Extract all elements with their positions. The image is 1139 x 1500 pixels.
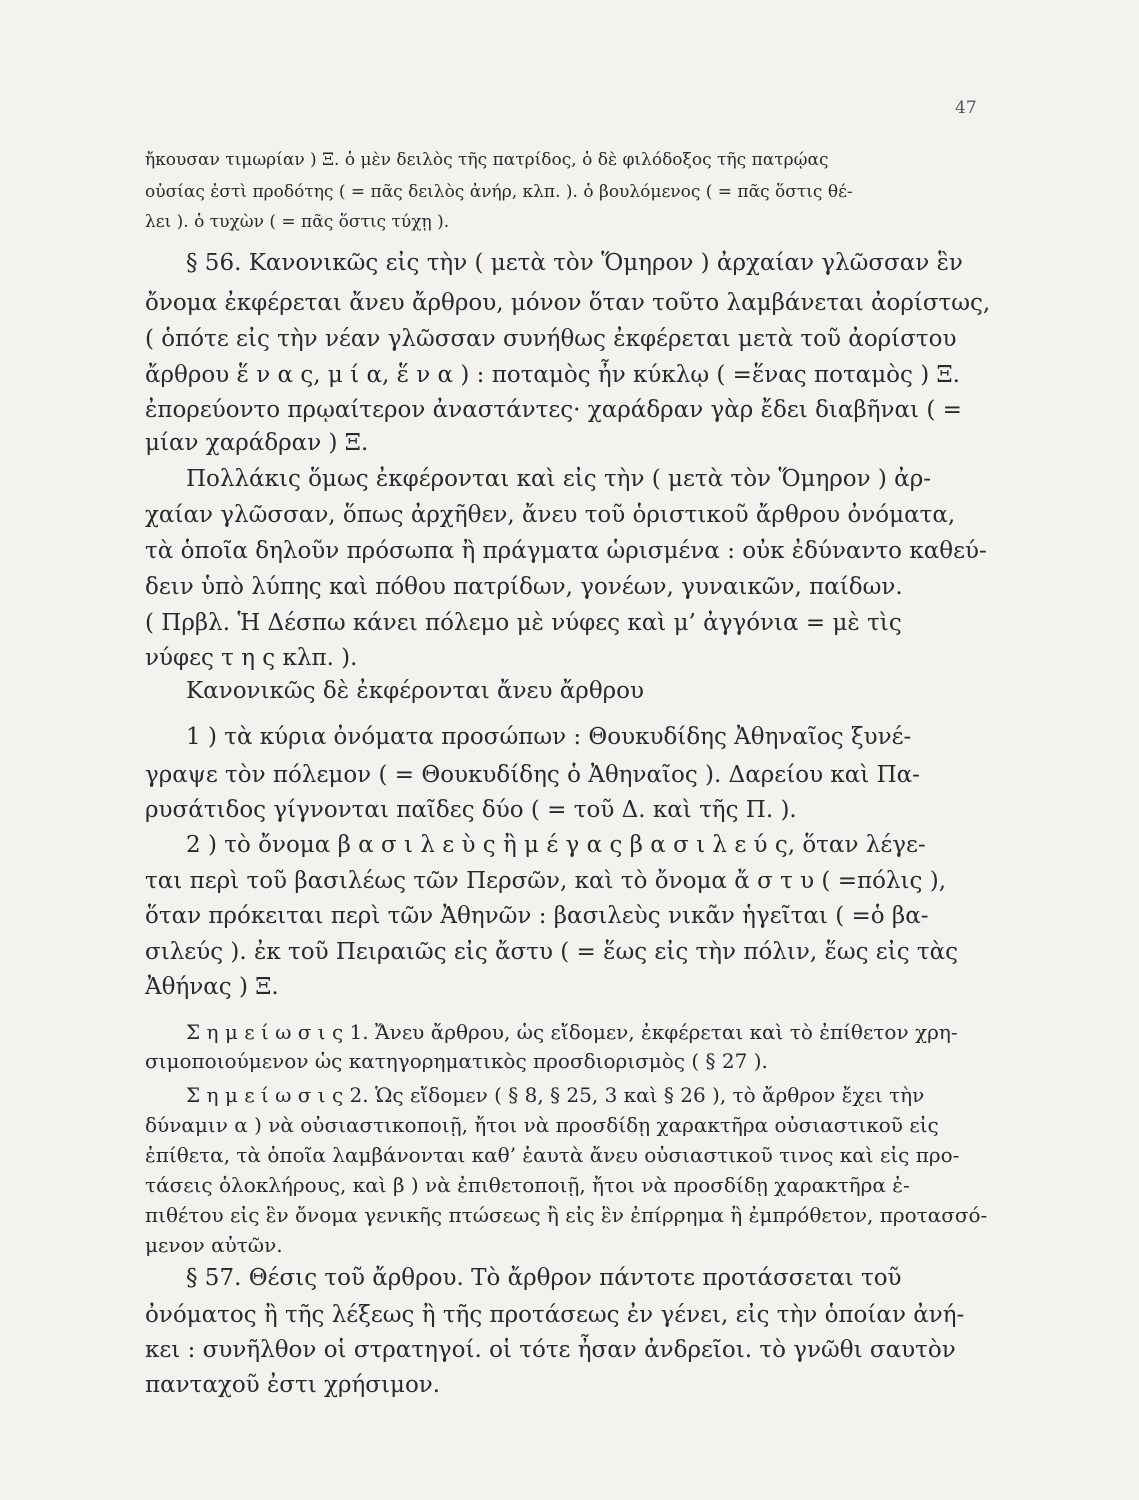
text-line: σιλεύς ). ἐκ τοῦ Πειραιῶς εἰς ἄστυ ( = ἕως εἰς τὴν πόλιν, ἕως εἰς τὰς <box>145 939 959 965</box>
text-line: ἄρθρου ἕ ν α ς, μ ί α, ἕ ν α ) : ποταμὸς ἦν κύκλῳ ( =ἕνας ποταμὸς ) Ξ. <box>145 362 960 388</box>
text-line: χαίαν γλῶσσαν, ὅπως ἀρχῆθεν, ἄνευ τοῦ ὁριστικοῦ ἄρθρου ὀνόματα, <box>145 502 956 528</box>
text-line: ( ὁπότε εἰς τὴν νέαν γλῶσσαν συνήθως ἐκφέρεται μετὰ τοῦ ἀορίστου <box>145 326 957 352</box>
text-line: μίαν χαράδραν ) Ξ. <box>145 430 369 456</box>
text-line: πανταχοῦ ἐστι χρήσιμον. <box>145 1372 441 1398</box>
text-line: Πολλάκις ὅμως ἐκφέρονται καὶ εἰς τὴν ( μετὰ τὸν Ὅμηρον ) ἀρ- <box>186 466 931 492</box>
text-line: 1 ) τὰ κύρια ὀνόματα προσώπων : Θουκυδίδης Ἀθηναῖος ξυνέ- <box>186 724 912 750</box>
section-56-heading-line: § 56. Κανονικῶς εἰς τὴν ( μετὰ τὸν Ὅμηρον ) ἀρχαίαν γλῶσσαν ἓν <box>186 250 963 276</box>
text-line: ται περὶ τοῦ βασιλέως τῶν Περσῶν, καὶ τὸ ὄνομα ἄ σ τ υ ( =πόλις ), <box>145 868 947 894</box>
note-2-line: Σ η μ ε ί ω σ ι ς 2. Ὡς εἴδομεν ( § 8, § 25, 3 καὶ § 26 ), τὸ ἄρθρον ἔχει τὴν <box>186 1083 925 1107</box>
text-line: Κανονικῶς δὲ ἐκφέρονται ἄνευ ἄρθρου <box>186 678 645 704</box>
text-line: ἤκουσαν τιμωρίαν ) Ξ. ὁ μὲν δειλὸς τῆς πατρίδος, ὁ δὲ φιλόδοξος τῆς πατρῴας <box>145 150 829 170</box>
page-number: 47 <box>955 98 977 118</box>
text-line: οὐσίας ἐστὶ προδότης ( = πᾶς δειλὸς ἀνήρ, κλπ. ). ὁ βουλόμενος ( = πᾶς ὅστις θέ- <box>145 182 853 202</box>
note-2-line: τάσεις ὁλοκλήρους, καὶ β ) νὰ ἐπιθετοποιῇ, ἤτοι νὰ προσδίδῃ χαρακτῆρα ἐ- <box>145 1173 910 1197</box>
text-line: γραψε τὸν πόλεμον ( = Θουκυδίδης ὁ Ἀθηναῖος ). Δαρείου καὶ Πα- <box>145 762 920 788</box>
text-line: ὄνομα ἐκφέρεται ἄνευ ἄρθρου, μόνον ὅταν τοῦτο λαμβάνεται ἀορίστως, <box>145 290 991 316</box>
text-line: λει ). ὁ τυχὼν ( = πᾶς ὅστις τύχῃ ). <box>145 212 450 232</box>
text-line: ὀνόματος ἢ τῆς λέξεως ἢ τῆς προτάσεως ἐν γένει, εἰς τὴν ὁποίαν ἀνή- <box>145 1302 965 1328</box>
note-1-line: Σ η μ ε ί ω σ ι ς 1. Ἄνευ ἄρθρου, ὡς εἴδομεν, ἐκφέρεται καὶ τὸ ἐπίθετον χρη- <box>186 1020 958 1044</box>
text-line: νύφες τ η ς κλπ. ). <box>145 645 358 671</box>
note-2-line: δύναμιν α ) νὰ οὐσιαστικοποιῇ, ἤτοι νὰ προσδίδῃ χαρακτῆρα οὐσιαστικοῦ εἰς <box>145 1113 939 1137</box>
note-1-line: σιμοποιούμενον ὡς κατηγορηματικὸς προσδιορισμὸς ( § 27 ). <box>145 1049 768 1073</box>
text-line: 2 ) τὸ ὄνομα β α σ ι λ ε ὺ ς ἢ μ έ γ α ς β α σ ι λ ε ύ ς, ὅταν λέγε- <box>186 832 926 858</box>
text-line: δειν ὑπὸ λύπης καὶ πόθου πατρίδων, γονέων, γυναικῶν, παίδων. <box>145 574 903 600</box>
section-57-heading-line: § 57. Θέσις τοῦ ἄρθρου. Τὸ ἄρθρον πάντοτε προτάσσεται τοῦ <box>186 1265 902 1291</box>
text-line: ὅταν πρόκειται περὶ τῶν Ἀθηνῶν : βασιλεὺς νικᾶν ἡγεῖται ( =ὁ βα- <box>145 903 929 929</box>
text-line: ρυσάτιδος γίγνονται παῖδες δύο ( = τοῦ Δ. καὶ τῆς Π. ). <box>145 797 797 823</box>
text-line: ( Πρβλ. Ἡ Δέσπω κάνει πόλεμο μὲ νύφες καὶ μ’ ἀγγόνια = μὲ τὶς <box>145 610 902 636</box>
text-line: ἐπορεύοντο πρῳαίτερον ἀναστάντες· χαράδραν γὰρ ἔδει διαβῆναι ( = <box>145 397 962 423</box>
text-line: τὰ ὁποῖα δηλοῦν πρόσωπα ἢ πράγματα ὡρισμένα : οὐκ ἐδύναντο καθεύ- <box>145 538 987 564</box>
note-2-line: πιθέτου εἰς ἓν ὄνομα γενικῆς πτώσεως ἢ εἰς ἓν ἐπίρρημα ἢ ἐμπρόθετον, προτασσό- <box>145 1203 988 1227</box>
note-2-line: μενον αὐτῶν. <box>145 1233 283 1257</box>
text-line: κει : συνῆλθον οἱ στρατηγοί. οἱ τότε ἦσαν ἀνδρεῖοι. τὸ γνῶθι σαυτὸν <box>145 1337 956 1363</box>
note-2-line: ἐπίθετα, τὰ ὁποῖα λαμβάνονται καθ’ ἑαυτὰ ἄνευ οὐσιαστικοῦ τινος καὶ εἰς προ- <box>145 1143 960 1167</box>
text-line: Ἀθήνας ) Ξ. <box>145 974 279 1000</box>
